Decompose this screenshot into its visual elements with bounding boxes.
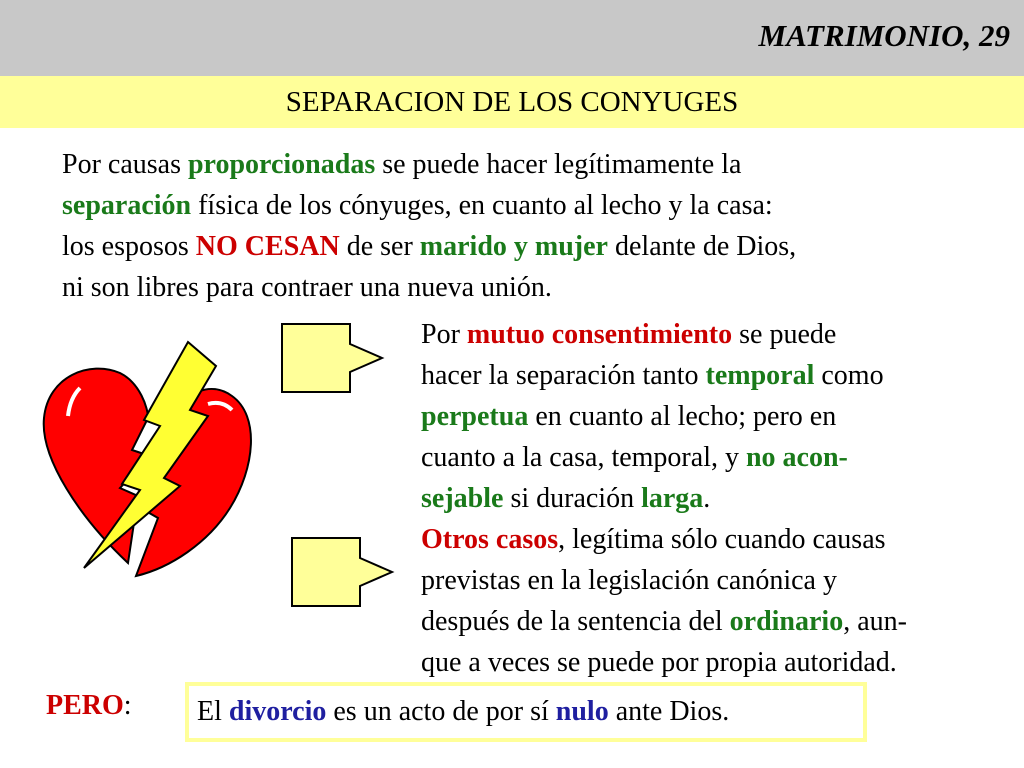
otros-line-3: [421, 601, 907, 642]
text: se puede: [732, 319, 837, 350]
header-bar: [0, 0, 1024, 76]
text: :: [123, 690, 132, 721]
text: después de la sentencia del: [421, 606, 730, 637]
highlight-green: perpetua: [421, 401, 529, 432]
text: previstas en la legislación canónica y: [421, 565, 837, 596]
highlight-green: separación: [62, 190, 192, 221]
mutuo-line-3: [421, 396, 884, 437]
highlight-blue: nulo: [555, 696, 609, 727]
highlight-green: proporcionadas: [187, 149, 376, 180]
text: , aun-: [843, 606, 907, 637]
text: que a veces se puede por propia autoridad.: [421, 647, 897, 678]
highlight-blue: divorcio: [228, 696, 327, 727]
text: Por causas: [62, 149, 188, 180]
intro-line-4: [62, 267, 796, 308]
text: ante Dios.: [608, 696, 730, 727]
text: es un acto de por sí: [326, 696, 556, 727]
right-arrow-icon: [280, 322, 386, 394]
text: ni son libres para contraer una nueva unión.: [62, 272, 552, 303]
mutuo-paragraph: [421, 314, 884, 519]
highlight-green: temporal: [705, 360, 815, 391]
intro-line-1: [62, 144, 796, 185]
highlight-red: mutuo consentimiento: [466, 319, 733, 350]
slide-title: MATRIMONIO, 29: [758, 18, 1010, 53]
highlight-green: larga: [641, 483, 704, 514]
slide-subtitle: SEPARACION DE LOS CONYUGES: [285, 86, 739, 118]
otros-line-1: [421, 519, 907, 560]
text: se puede hacer legítimamente la: [375, 149, 742, 180]
text: delante de Dios,: [607, 231, 797, 262]
highlight-green: sejable: [421, 483, 504, 514]
text: si duración: [503, 483, 642, 514]
text: en cuanto al lecho; pero en: [528, 401, 837, 432]
text: , legítima sólo cuando causas: [558, 524, 886, 555]
divorce-note-text: [197, 696, 729, 728]
intro-paragraph: [62, 144, 796, 308]
text: El: [197, 696, 229, 727]
mutuo-line-5: [421, 478, 884, 519]
text: física de los cónyuges, en cuanto al lecho y la casa:: [191, 190, 773, 221]
mutuo-line-1: [421, 314, 884, 355]
mutuo-line-2: [421, 355, 884, 396]
highlight-red: NO CESAN: [195, 231, 340, 262]
intro-line-2: [62, 185, 796, 226]
otros-line-4: [421, 642, 907, 683]
divorce-note-box: [185, 682, 867, 742]
text: .: [703, 483, 711, 514]
text: hacer la separación tanto: [421, 360, 706, 391]
highlight-red: PERO: [46, 690, 124, 721]
text: de ser: [339, 231, 420, 262]
text: cuanto a la casa, temporal, y: [421, 442, 746, 473]
highlight-green: marido y mujer: [419, 231, 608, 262]
subheader-bar: [0, 76, 1024, 128]
highlight-green: no acon-: [745, 442, 848, 473]
otros-line-2: [421, 560, 907, 601]
pero-label: [46, 690, 132, 722]
text: como: [814, 360, 884, 391]
highlight-red: Otros casos: [421, 524, 559, 555]
mutuo-line-4: [421, 437, 884, 478]
broken-heart-icon: [40, 338, 260, 588]
highlight-green: ordinario: [729, 606, 844, 637]
text: Por: [421, 319, 467, 350]
text: los esposos: [62, 231, 196, 262]
intro-line-3: [62, 226, 796, 267]
right-arrow-icon: [290, 536, 396, 608]
otros-paragraph: [421, 519, 907, 683]
